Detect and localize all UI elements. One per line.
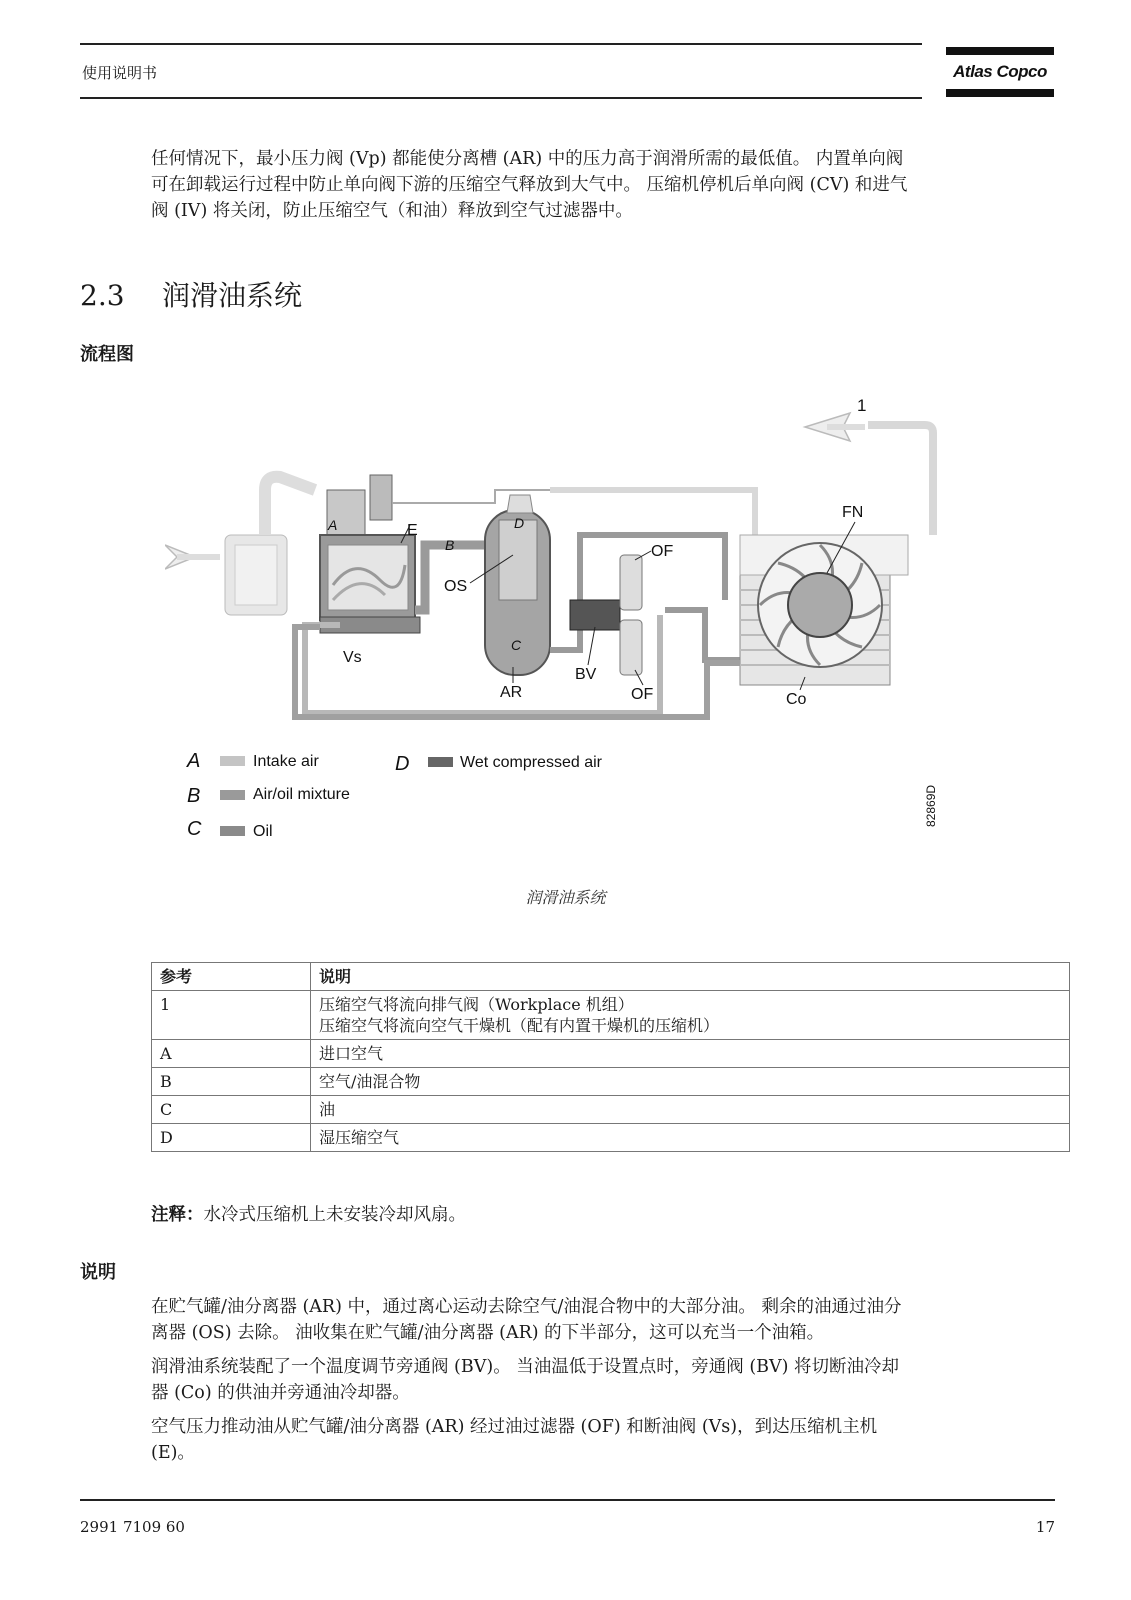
legend-key-A: A: [187, 750, 201, 772]
note: [151, 1201, 466, 1226]
oil-filter-bottom: [620, 620, 642, 675]
table-cell-desc: 进口空气: [311, 1040, 1070, 1068]
header-title: 使用说明书: [82, 64, 158, 82]
table-cell-desc: [311, 991, 1070, 1040]
label-FN: FN: [842, 504, 864, 521]
label-Co: Co: [786, 691, 807, 708]
footer-rule: [80, 1499, 1055, 1501]
text-line: 可在卸载运行过程中防止单向阀下游的压缩空气释放到大气中。 压缩机停机后单向阀 (CV) 和进气: [151, 175, 908, 195]
label-A: A: [328, 517, 338, 533]
figure-caption: 润滑油系统: [525, 888, 606, 907]
description-paragraph-3: [151, 1414, 1054, 1466]
table-header-row: [152, 963, 1070, 991]
legend-swatch-B: [220, 790, 245, 800]
oil-filter-top: [620, 555, 642, 610]
label-BV: BV: [575, 666, 597, 683]
legend: [186, 750, 603, 840]
note-label: 注释：: [151, 1205, 204, 1225]
outlet-arrow: [805, 413, 933, 535]
atlas-copco-logo: [946, 47, 1054, 99]
table-cell-line: 压缩空气将流向空气干燥机（配有内置干燥机的压缩机）: [319, 1016, 720, 1035]
legend-swatch-A: [220, 756, 245, 766]
page-number: 17: [1035, 1518, 1055, 1536]
document-number: 2991 7109 60: [80, 1518, 185, 1536]
table-cell-desc: 湿压缩空气: [311, 1124, 1070, 1152]
table-cell-ref: 1: [152, 991, 311, 1040]
label-C: C: [511, 637, 522, 653]
text-line: 阀 (IV) 将关闭，防止压缩空气（和油）释放到空气过滤器中。: [151, 201, 633, 221]
header-rule-top: [80, 43, 922, 45]
table-row: [152, 1124, 1070, 1152]
legend-key-C: C: [187, 818, 202, 840]
table-row: [152, 991, 1070, 1040]
legend-text-A: Intake air: [253, 753, 319, 770]
legend-swatch-C: [220, 826, 245, 836]
legend-swatch-D: [428, 757, 453, 767]
diagram-code: 82869D: [924, 784, 938, 827]
logo-text: Atlas Copco: [953, 62, 1047, 81]
table-cell-desc: 空气/油混合物: [311, 1068, 1070, 1096]
table-cell-line: 压缩空气将流向排气阀（Workplace 机组）: [319, 995, 634, 1014]
legend-text-B: Air/oil mixture: [253, 786, 350, 803]
text-line: 在贮气罐/油分离器 (AR) 中，通过离心运动去除空气/油混合物中的大部分油。 剩余的油通过油分: [151, 1297, 902, 1317]
table-header-desc: 说明: [311, 963, 1070, 991]
text-line: 空气压力推动油从贮气罐/油分离器 (AR) 经过油过滤器 (OF) 和断油阀 (Vs)，到达压缩机主机: [151, 1417, 878, 1437]
table-cell-ref: B: [152, 1068, 311, 1096]
text-line: 离器 (OS) 去除。 油收集在贮气罐/油分离器 (AR) 的下半部分，这可以充当一个油箱。: [151, 1323, 825, 1343]
label-OF-top: OF: [651, 543, 674, 560]
label-OF-bottom: OF: [631, 686, 654, 703]
table-header-ref: 参考: [152, 963, 311, 991]
text-line: 器 (Co) 的供油并旁通油冷却器。: [151, 1383, 410, 1403]
reference-table: [151, 962, 1070, 1152]
note-text: 水冷式压缩机上未安装冷却风扇。: [203, 1205, 466, 1225]
legend-text-C: Oil: [253, 823, 273, 840]
table-row: [152, 1068, 1070, 1096]
flow-chart-heading: 流程图: [80, 344, 134, 365]
table-cell-ref: C: [152, 1096, 311, 1124]
intro-paragraph: [151, 146, 1054, 224]
description-heading: 说明: [80, 1262, 116, 1283]
description-paragraph-1: [151, 1294, 1054, 1346]
section-name: 润滑油系统: [162, 279, 303, 312]
label-1: 1: [857, 396, 867, 415]
text-line: 任何情况下，最小压力阀 (Vp) 都能使分离槽 (AR) 中的压力高于润滑所需的最低值。 内置单向阀: [151, 149, 904, 169]
bypass-valve: [570, 600, 620, 630]
text-line: (E)。: [151, 1443, 195, 1463]
text-line: 润滑油系统装配了一个温度调节旁通阀 (BV)。 当油温低于设置点时，旁通阀 (BV) 将切断油冷却: [151, 1357, 900, 1377]
label-D: D: [514, 515, 525, 531]
header-rule-bottom: [80, 97, 922, 99]
lubrication-flow-diagram: [165, 395, 975, 845]
table-row: [152, 1096, 1070, 1124]
legend-key-D: D: [395, 753, 410, 775]
table-row: [152, 1040, 1070, 1068]
label-B: B: [445, 537, 455, 553]
description-paragraph-2: [151, 1354, 1054, 1406]
table-cell-desc: 油: [311, 1096, 1070, 1124]
section-number: 2.3: [80, 279, 125, 312]
legend-text-D: Wet compressed air: [460, 754, 602, 771]
table-cell-ref: A: [152, 1040, 311, 1068]
label-E: E: [407, 522, 418, 539]
legend-key-B: B: [187, 785, 201, 807]
label-AR: AR: [500, 684, 523, 701]
table-cell-ref: D: [152, 1124, 311, 1152]
section-title: [80, 274, 302, 314]
label-Vs: Vs: [343, 649, 362, 666]
label-OS: OS: [444, 578, 468, 595]
